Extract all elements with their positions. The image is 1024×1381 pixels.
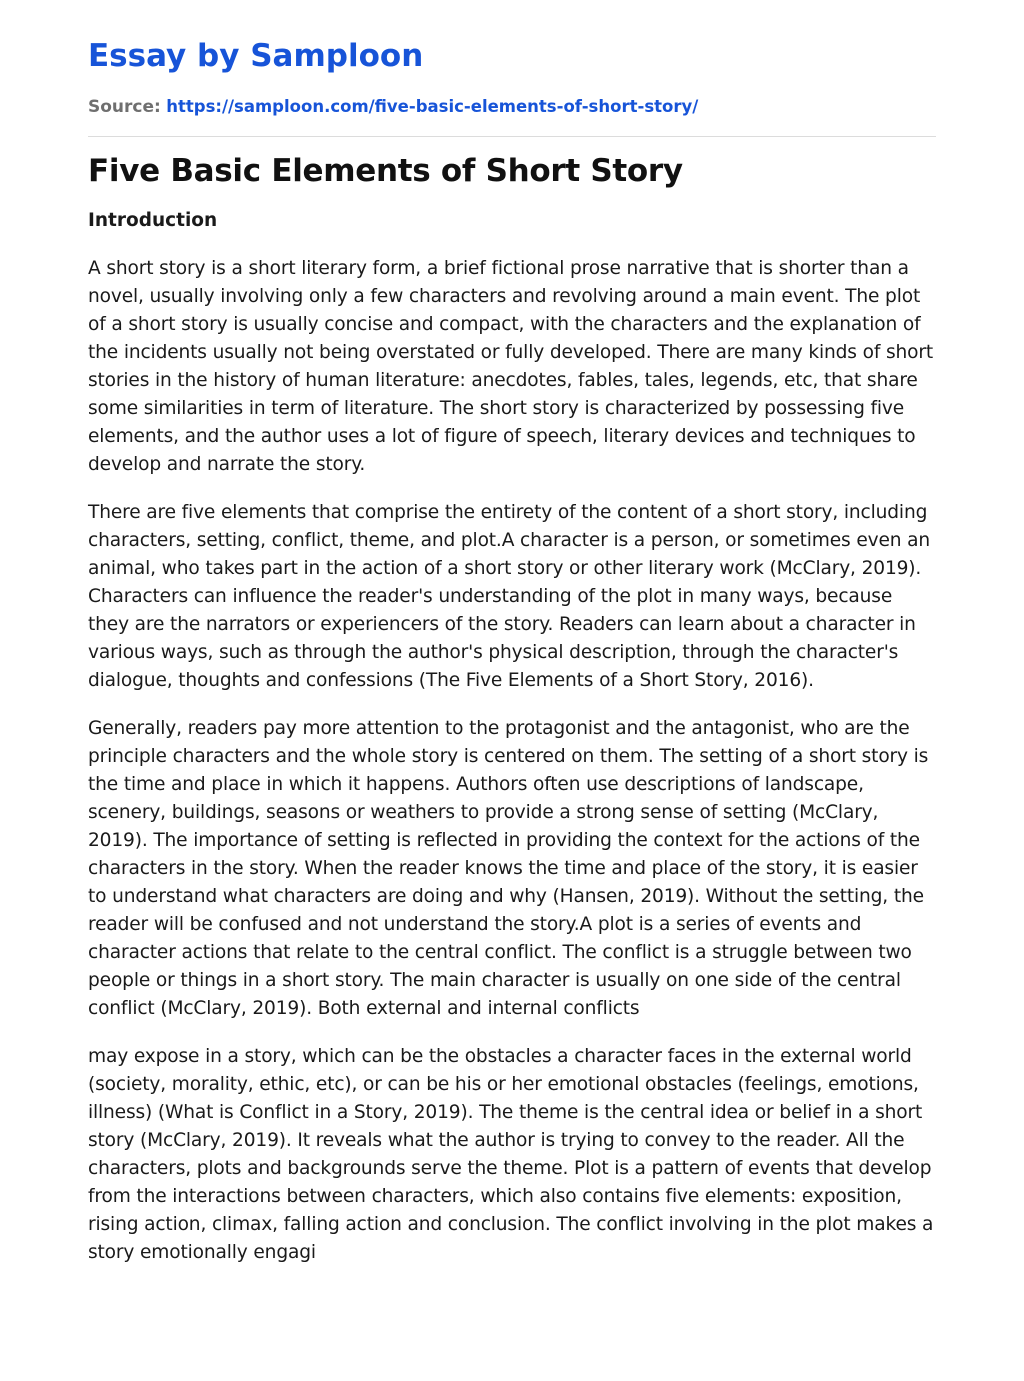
source-label: Source: (88, 97, 161, 117)
source-link[interactable]: https://samploon.com/five-basic-elements-of-short-story/ (166, 97, 699, 116)
essay-page (88, 0, 936, 1267)
paragraph: A short story is a short literary form, a brief fictional prose narrative that is shorter than a novel, usually involving only a few characters and revolving around a main event. The plot of a short story is usually concise and compact, with the characters and the explanation of the incidents usually not being overstated or fully developed. There are many kinds of short stories in the history of human literature: anecdotes, fables, tales, legends, etc, that share some similarities in term of literature. The short story is characterized by possessing five elements, and the author uses a lot of figure of speech, literary devices and techniques to develop and narrate the story. (88, 258, 934, 475)
paragraph: There are five elements that comprise the entirety of the content of a short story, including characters, setting, conflict, theme, and plot.A character is a person, or sometimes even an animal, who takes part in the action of a short story or other literary work (McClary, 2019). Characters can influence the reader's understanding of the plot in many ways, because they are the narrators or experiencers of the story. Readers can learn about a character in various ways, such as through the author's physical description, through the character's dialogue, thoughts and confessions (The Five Elements of a Short Story, 2016). (88, 502, 931, 691)
section-heading-introduction: Introduction (88, 210, 218, 231)
paragraph: may expose in a story, which can be the obstacles a character faces in the external world (society, morality, ethic, etc), or can be his or her emotional obstacles (feelings, emotions, illness) (What is Conflict in a Story, 2019). The theme is the central idea or belief in a short story (McClary, 2019). It reveals what the author is trying to convey to the reader. All the characters, plots and backgrounds serve the theme. Plot is a pattern of events that develop from the interactions between characters, which also contains five elements: exposition, rising action, climax, falling action and conclusion. The conflict involving in the plot makes a story emotionally engagi (88, 1046, 934, 1263)
brand-title: Essay by Samploon (88, 38, 424, 74)
paragraph: Generally, readers pay more attention to the protagonist and the antagonist, who are the principle characters and the whole story is centered on them. The setting of a short story is the time and place in which it happens. Authors often use descriptions of landscape, scenery, buildings, seasons or weathers to provide a strong sense of setting (McClary, 2019). The importance of setting is reflected in providing the context for the actions of the characters in the story. When the reader knows the time and place of the story, it is easier to understand what characters are doing and why (Hansen, 2019). Without the setting, the reader will be confused and not understand the story.A plot is a series of events and character actions that relate to the central conflict. The conflict is a struggle between two people or things in a short story. The main character is usually on one side of the central conflict (McClary, 2019). Both external and internal conflicts (88, 718, 929, 1019)
essay-body (88, 255, 936, 1267)
header-divider (88, 136, 936, 137)
essay-title: Five Basic Elements of Short Story (88, 153, 683, 189)
source-line (88, 96, 936, 118)
